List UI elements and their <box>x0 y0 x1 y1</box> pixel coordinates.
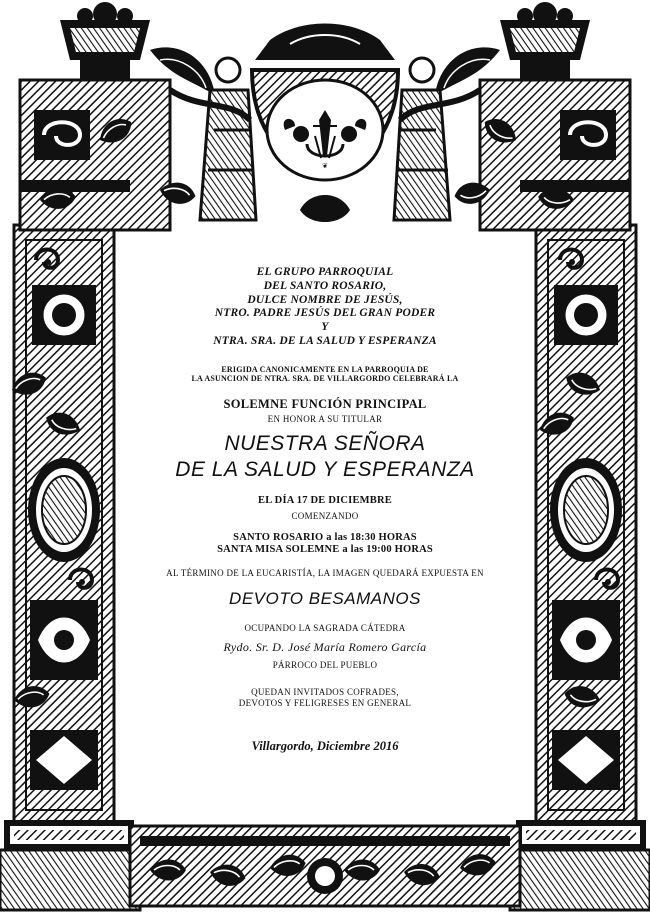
after-eucharist-line: AL TÉRMINO DE LA EUCARISTÍA, LA IMAGEN QUEDARÁ EXPUESTA EN <box>166 567 484 578</box>
heading-line: NTRA. SRA. DE LA SALUD Y ESPERANZA <box>213 334 437 347</box>
svg-text:❦: ❦ <box>322 162 328 170</box>
heading-line: EL GRUPO PARROQUIAL <box>256 266 394 278</box>
left-pillar <box>0 225 140 910</box>
right-urn <box>500 2 590 80</box>
preacher-name: Rydo. Sr. D. José María Romero García <box>223 639 427 654</box>
erected-line-1: ERIGIDA CANONICAMENTE EN LA PARROQUIA DE <box>221 364 429 374</box>
in-honor-line: EN HONOR A SU TITULAR <box>267 413 383 424</box>
rosary-time: SANTO ROSARIO a las 18:30 HORAS <box>233 531 417 543</box>
heading-line: Y <box>321 321 329 334</box>
heading-line: DEL SANTO ROSARIO, <box>263 279 387 292</box>
invitation-line-1: QUEDAN INVITADOS COFRADES, <box>251 687 399 698</box>
brotherhood-heading <box>120 266 530 349</box>
place-date-signature: Villargordo, Diciembre 2016 <box>251 738 399 753</box>
cathedra-line: OCUPANDO LA SAGRADA CÁTEDRA <box>244 623 406 634</box>
heading-line: DULCE NOMBRE DE JESÚS, <box>247 293 403 306</box>
left-urn <box>60 2 150 80</box>
left-capital <box>20 80 170 230</box>
erected-line-2: LA ASUNCION DE NTRA. SRA. DE VILLARGORDO CELEBRARÁ LA <box>191 374 459 384</box>
date-line: EL DÍA 17 DE DICIEMBRE <box>258 495 392 507</box>
right-pillar <box>510 225 650 910</box>
function-title: SOLEMNE FUNCIÓN PRINCIPAL <box>223 396 427 411</box>
besamanos-title: DEVOTO BESAMANOS <box>229 588 421 608</box>
bottom-frieze <box>130 826 520 906</box>
parish-priest-line: PÁRROCO DEL PUEBLO <box>272 660 378 671</box>
virgin-title-line-2: DE LA SALUD Y ESPERANZA <box>175 458 475 482</box>
heading-line: NTRO. PADRE JESÚS DEL GRAN PODER <box>214 307 436 320</box>
invitation-text <box>120 266 530 754</box>
mass-time: SANTA MISA SOLEMNE a las 19:00 HORAS <box>217 544 433 556</box>
starting-line: COMENZANDO <box>291 510 359 521</box>
right-capital <box>480 80 630 230</box>
invitation-line-2: DEVOTOS Y FELIGRESES EN GENERAL <box>238 697 412 708</box>
virgin-title-line-1: NUESTRA SEÑORA <box>224 431 426 455</box>
